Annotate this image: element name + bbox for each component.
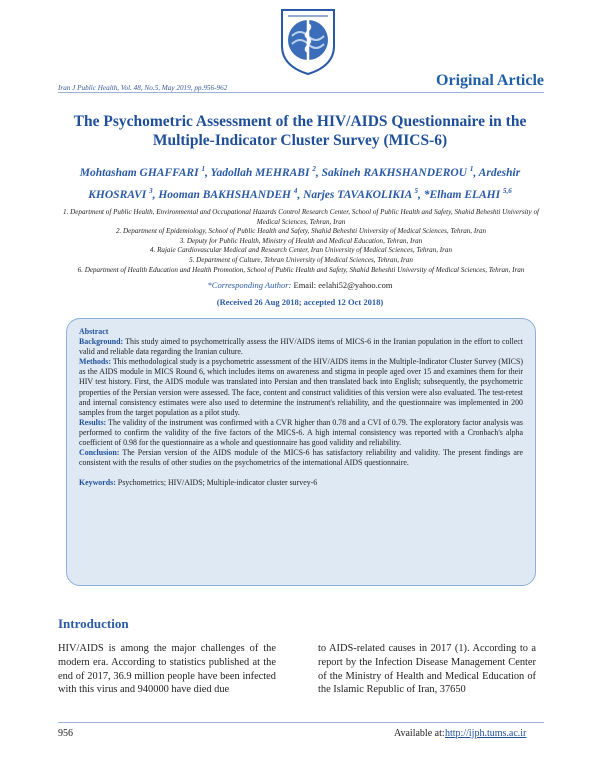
results-text: The validity of the instrument was confirmed with a CVR higher than 0.78 and a CVI of 0.79. The exploratory factor analysis was performed to confirm the validity of the five factors of the MICS-6. A high internal consistency was reported with a Cronbach's alpha coefficient of 0.98 for the questionnaire as a whole and questionnaire has good validity and reliability. xyxy=(79,417,523,448)
background-label: Background: xyxy=(79,337,124,347)
abstract-box xyxy=(66,318,536,586)
keywords-text: Psychometrics; HIV/AIDS; Multiple-indicator cluster survey-6 xyxy=(115,478,318,488)
affiliation-list xyxy=(56,208,546,275)
corresponding-author xyxy=(60,280,540,290)
author-affil-ref: 1 xyxy=(469,165,474,173)
author-list: Mohtasham GHAFFARI $^1$, Yadollah MEHRABI $^2$, Sakineh RAKHSHANDEROU $^1$, Ardeshir KHOSRAVI $^3$, Hooman BAKHSHANDEH $^4$, Narjes TAVAKOLIKIA $^5$, *Elham ELAHI $^{5,6}$ xyxy=(79,165,521,201)
results-label: Results: xyxy=(79,417,107,427)
keywords-label: Keywords: xyxy=(79,478,116,488)
author-name: Sakineh RAKHSHANDEROU xyxy=(321,166,467,179)
affiliation-item: 6. Department of Health Education and Health Promotion, School of Public Health and Safety, Shahid Beheshti University of Medical Sciences, Tehran, Iran xyxy=(77,265,525,274)
author-name: Yadollah MEHRABI xyxy=(210,166,310,179)
author-affil-ref: 3 xyxy=(149,186,153,195)
author-affil-ref: 5,6 xyxy=(502,186,512,195)
footer-divider xyxy=(58,722,544,723)
abstract-methods xyxy=(79,357,523,418)
affiliation-item: 3. Deputy for Public Health, Ministry of Health and Medical Education, Tehran, Iran xyxy=(179,236,423,245)
author-name: Narjes TAVAKOLIKIA xyxy=(303,188,412,201)
article-title: The Psychometric Assessment of the HIV/AIDS Questionnaire in the Multiple-Indicator Cluster Survey (MICS-6) xyxy=(73,113,527,149)
affiliation-item: 2. Department of Epidemiology, School of Public Health and Safety, Shahid Beheshti University of Medical Sciences, Tehran, Iran xyxy=(115,227,487,236)
author-name: *Elham ELAHI xyxy=(423,188,501,201)
abstract-results xyxy=(79,418,523,448)
corresponding-email[interactable]: Email: eelahi52@yahoo.com xyxy=(291,280,393,290)
author-name: Hooman BAKHSHANDEH xyxy=(158,188,291,201)
body-column-left: HIV/AIDS is among the major challenges of the modern era. According to statistics published at the end of 2017, 36.9 million people have been infected with this virus and 940000 have died due xyxy=(58,643,276,696)
article-type-label: Original Article xyxy=(436,72,544,89)
methods-label: Methods: xyxy=(79,357,111,367)
affiliation-item: 4. Rajaie Cardiovascular Medical and Research Center, Iran University of Medical Sciences, Tehran, Iran xyxy=(149,246,453,255)
body-column-right: to AIDS-related causes in 2017 (1). According to a report by the Infection Disease Management Center of the Ministry of Health and Medical Education of the Islamic Republic of Iran, 37650 xyxy=(318,643,536,696)
background-text: This study aimed to psychometrically assess the HIV/AIDS items of MICS-6 in the Iranian population in the effort to collect valid and reliable data regarding the Iranian culture. xyxy=(79,337,523,357)
author-name: Mohtasham GHAFFARI xyxy=(79,166,199,179)
author-affil-ref: 4 xyxy=(293,186,298,195)
abstract-background xyxy=(79,337,523,357)
affiliation-item: 1. Department of Public Health, Environmental and Occupational Hazards Control Research Center, School of Public Health and Safety, Shahid Beheshti University of Medical Sciences, Tehran, Iran xyxy=(63,208,539,226)
methods-text: This methodological study is a psychometric assessment of the HIV/AIDS items in the Multiple-Indicator Cluster Survey (MICS) as the AIDS module in MICS Round 6, which includes items on awareness and stigma in people aged over 15 and examines them for their HIV test history. First, the AIDS module was translated into Persian and then translated back into English; subsequently, the psychometric properties of the Persian version were assessed. The face, content and construct validities of this version were also evaluated. The test-retest and internal consistency estimates were also used to determine the instrument's reliability, and the questionnaire was implemented in 200 samples from the target population as a pilot study. xyxy=(79,357,523,417)
author-affil-ref: 5 xyxy=(414,186,418,195)
journal-citation: Iran J Public Health, Vol. 48, No.5, May 2019, pp.956-962 xyxy=(58,84,228,92)
author-name: Ardeshir KHOSRAVI xyxy=(88,166,521,201)
affiliation-item: 5. Department of Culture, Tehran University of Medical Sciences, Tehran, Iran xyxy=(189,255,413,264)
author-affil-ref: 2 xyxy=(312,165,316,173)
journal-url-link[interactable]: http://ijph.tums.ac.ir xyxy=(445,728,527,739)
corresponding-label: *Corresponding Author: xyxy=(207,280,292,290)
author-affil-ref: 1 xyxy=(201,165,205,173)
available-label: Available at: xyxy=(394,728,445,739)
header-divider xyxy=(58,92,544,93)
received-dates: (Received 26 Aug 2018; accepted 12 Oct 2018) xyxy=(216,297,384,307)
abstract-heading: Abstract xyxy=(79,327,109,336)
section-heading-introduction: Introduction xyxy=(58,616,129,631)
page-number: 956 xyxy=(58,728,73,739)
abstract-conclusion xyxy=(79,448,523,468)
conclusion-label: Conclusion: xyxy=(79,448,120,458)
abstract-keywords xyxy=(79,478,523,488)
journal-logo xyxy=(276,6,340,76)
conclusion-text: The Persian version of the AIDS module of the MICS-6 has satisfactory reliability and validity. The present findings are consistent with the results of other studies on the psychometrics of the international AIDS questionnaire. xyxy=(79,448,523,468)
